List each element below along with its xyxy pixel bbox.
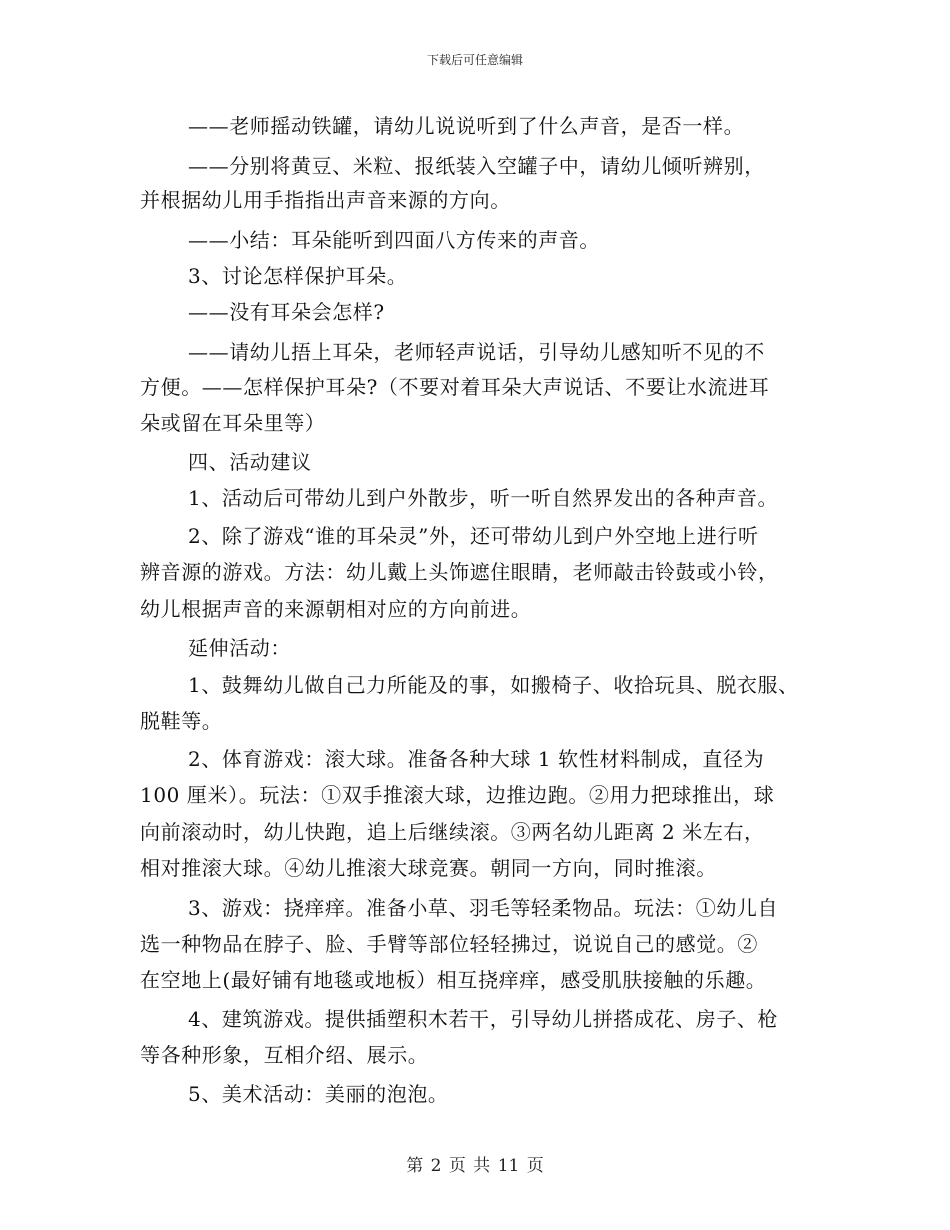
body-line: ——小结：耳朵能听到四面八方传来的声音。 — [188, 228, 600, 252]
body-line: 朵或留在耳朵里等） — [140, 411, 326, 435]
body-line: 相对推滚大球。④幼儿推滚大球竞赛。朝同一方向，同时推滚。 — [140, 856, 717, 880]
section-heading: 延伸活动： — [188, 636, 291, 660]
body-line: ——老师摇动铁罐，请幼儿说说听到了什么声音，是否一样。 — [188, 114, 745, 138]
body-line: 幼儿根据声音的来源朝相对应的方向前进。 — [140, 597, 532, 621]
body-line: 4、建筑游戏。提供插塑积木若干，引导幼儿拼搭成花、房子、枪 — [188, 1007, 779, 1031]
body-line: ——请幼儿捂上耳朵，老师轻声说话，引导幼儿感知听不见的不 — [188, 340, 765, 364]
body-line: 2、除了游戏“谁的耳朵灵”外，还可带幼儿到户外空地上进行听 — [188, 524, 759, 548]
body-line: 方便。——怎样保护耳朵?（不要对着耳朵大声说话、不要让水流进耳 — [140, 375, 770, 399]
body-line: ——没有耳朵会怎样? — [188, 300, 385, 324]
body-line: 在空地上(最好铺有地毯或地板）相互挠痒痒，感受肌肤接触的乐趣。 — [140, 968, 767, 992]
page-footer: 第 2 页 共 11 页 — [406, 1156, 544, 1176]
body-line: 向前滚动时，幼儿快跑，追上后继续滚。③两名幼儿距离 2 米左右， — [140, 820, 765, 844]
body-line: 2、体育游戏：滚大球。准备各种大球 1 软性材料制成，直径为 — [188, 747, 765, 771]
section-heading: 四、活动建议 — [188, 450, 312, 474]
body-line: 选一种物品在脖子、脸、手臂等部位轻轻拂过，说说自己的感觉。② — [140, 932, 758, 956]
body-line: 1、鼓舞幼儿做自己力所能及的事，如搬椅子、收拾玩具、脱衣服、 — [188, 673, 799, 697]
body-line: 3、游戏：挠痒痒。准备小草、羽毛等轻柔物品。玩法：①幼儿自 — [188, 896, 779, 920]
body-line: 3、讨论怎样保护耳朵。 — [188, 264, 408, 288]
body-line: 辨音源的游戏。方法：幼儿戴上头饰遮住眼睛，老师敲击铃鼓或小铃， — [140, 560, 779, 584]
body-line: 并根据幼儿用手指指出声音来源的方向。 — [140, 188, 511, 212]
body-line: 1、活动后可带幼儿到户外散步，听一听自然界发出的各种声音。 — [188, 486, 779, 510]
body-line: 100 厘米）。玩法：①双手推滚大球，边推边跑。②用力把球推出，球 — [140, 783, 775, 807]
body-line: 等各种形象，互相介绍、展示。 — [140, 1043, 429, 1067]
body-line: ——分别将黄豆、米粒、报纸装入空罐子中，请幼儿倾听辨别， — [188, 154, 765, 178]
body-line: 5、美术活动：美丽的泡泡。 — [188, 1082, 449, 1106]
page-header: 下载后可任意编辑 — [426, 53, 523, 67]
body-line: 脱鞋等。 — [140, 709, 223, 733]
